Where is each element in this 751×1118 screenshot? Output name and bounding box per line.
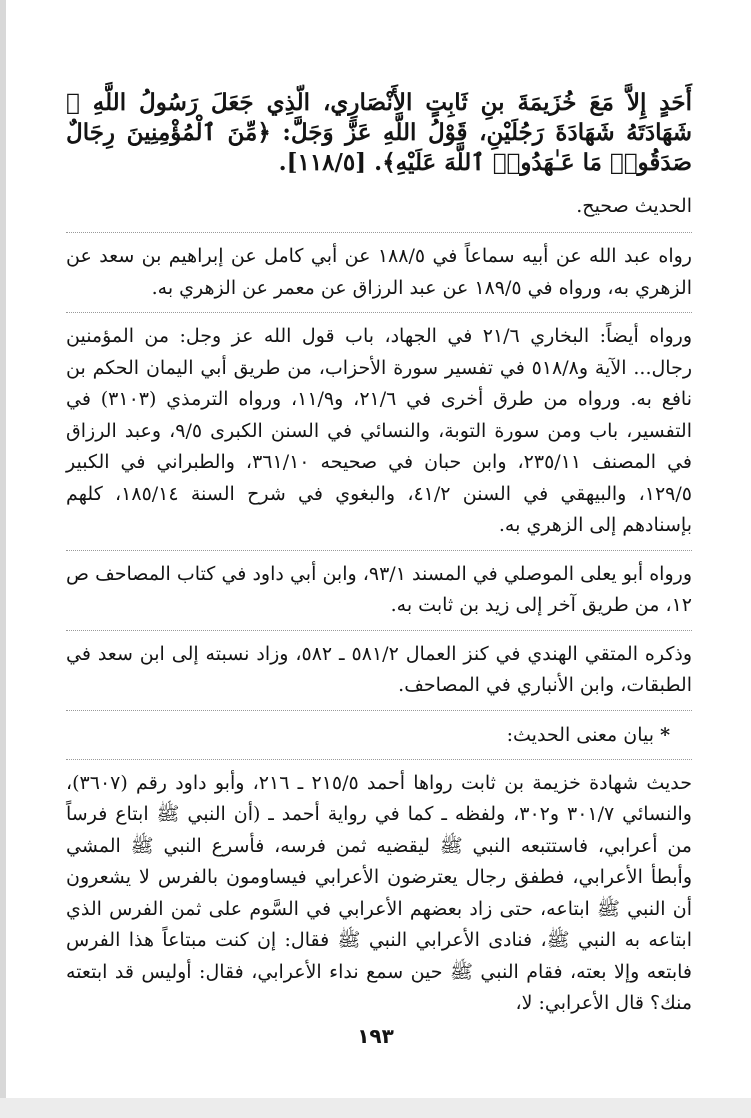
hadith-grade: الحديث صحيح. (576, 195, 692, 217)
scan-edge-left (0, 0, 6, 1118)
divider (66, 232, 692, 233)
divider (66, 759, 692, 760)
explanation-paragraph: حديث شهادة خزيمة بن ثابت رواها أحمد ٢١٥/٥ ـ ٢١٦، وأبو داود رقم (٣٦٠٧)، والنسائي ٣٠١/٧ و٣٠٢، ولفظه ـ كما في رواية أحمد ـ (أن النبي ﷺ ابتاع فرساً من أعرابي، فاستتبعه النبي ﷺ ليقضيه ثمن فرسه، فأسرع النبي ﷺ المشي وأبطأ الأعرابي، فطفق رجال يعترضون الأعرابي فيساومون بالفرس لا يشعرون أن النبي ﷺ ابتاعه، حتى زاد بعضهم الأعرابي في السَّوم على ثمن الفرس الذي ابتاعه به النبي ﷺ، فنادى الأعرابي النبي ﷺ فقال: إن كنت مبتاعاً هذا الفرس فابتعه وإلا بعته، فقام النبي ﷺ حين سمع نداء الأعرابي، فقال: أوليس قد ابتعته منك؟ قال الأعرابي: لا، (66, 771, 692, 1014)
takhrij-paragraph: ورواه أيضاً: البخاري ٢١/٦ في الجهاد، باب قول الله عز وجل: من المؤمنين رجال... الآية و٥١٨/٨ في تفسير سورة الأحزاب، من طريق أبي اليمان الحكم بن نافع به. ورواه من طرق أخرى في ٢١/٦، و١١/٩، ورواه الترمذي (٣١٠٣) في التفسير، باب ومن سورة التوبة، والنسائي في السنن الكبرى ٩/٥، وعبد الرزاق في المصنف ٢٣٥/١١، وابن حبان في صحيحه ٣٦١/١٠، والطبراني في الكبير ١٢٩/٥، والبيهقي في السنن ٤١/٢، والبغوي في شرح السنة ١٨٥/١٤، كلهم بإسنادهم إلى الزهري به. (66, 325, 693, 536)
page-body (66, 88, 692, 1020)
divider (66, 312, 692, 313)
takhrij-paragraph: وذكره المتقي الهندي في كنز العمال ٥٨١/٢ ـ ٥٨٢، وزاد نسبته إلى ابن سعد في الطبقات، وابن الأنباري في المصاحف. (66, 642, 693, 696)
page-number: ١٩٣ (357, 1024, 394, 1048)
takhrij-paragraph: ورواه أبو يعلى الموصلي في المسند ٩٣/١، وابن أبي داود في كتاب المصاحف ص ١٢، من طريق آخر إلى زيد بن ثابت به. (66, 562, 692, 616)
scan-edge-bottom (0, 1098, 751, 1118)
takhrij-paragraph: رواه عبد الله عن أبيه سماعاً في ١٨٨/٥ عن أبي كامل عن إبراهيم بن سعد عن الزهري به، ورواه في ١٨٩/٥ عن عبد الرزاق عن معمر عن الزهري به. (66, 245, 692, 299)
divider (66, 710, 692, 711)
section-heading-text: بيان معنى الحديث: (506, 723, 655, 746)
hadith-text: أَحَدٍ إِلاَّ مَعَ خُزَيمَةَ بنِ ثَابِتٍ الأَنْصَارِي، الّذِي جَعَلَ رَسُولُ اللَّهِ ﷺ شَهَادَتَهُ شَهَادَةَ رَجُلَيْنِ، قَوْلُ اللَّهِ عَزَّ وَجَلَّ: ﴿مِّنَ ٱلْمُؤْمِنِينَ رِجَالٌ صَدَقُوا۟ مَا عَـٰهَدُوا۟ ٱللَّهَ عَلَيْهِ﴾. [١١٨/٥]. (66, 89, 692, 176)
section-heading (66, 719, 692, 751)
divider (66, 550, 692, 551)
divider (66, 630, 692, 631)
asterisk-icon: * (660, 723, 670, 746)
